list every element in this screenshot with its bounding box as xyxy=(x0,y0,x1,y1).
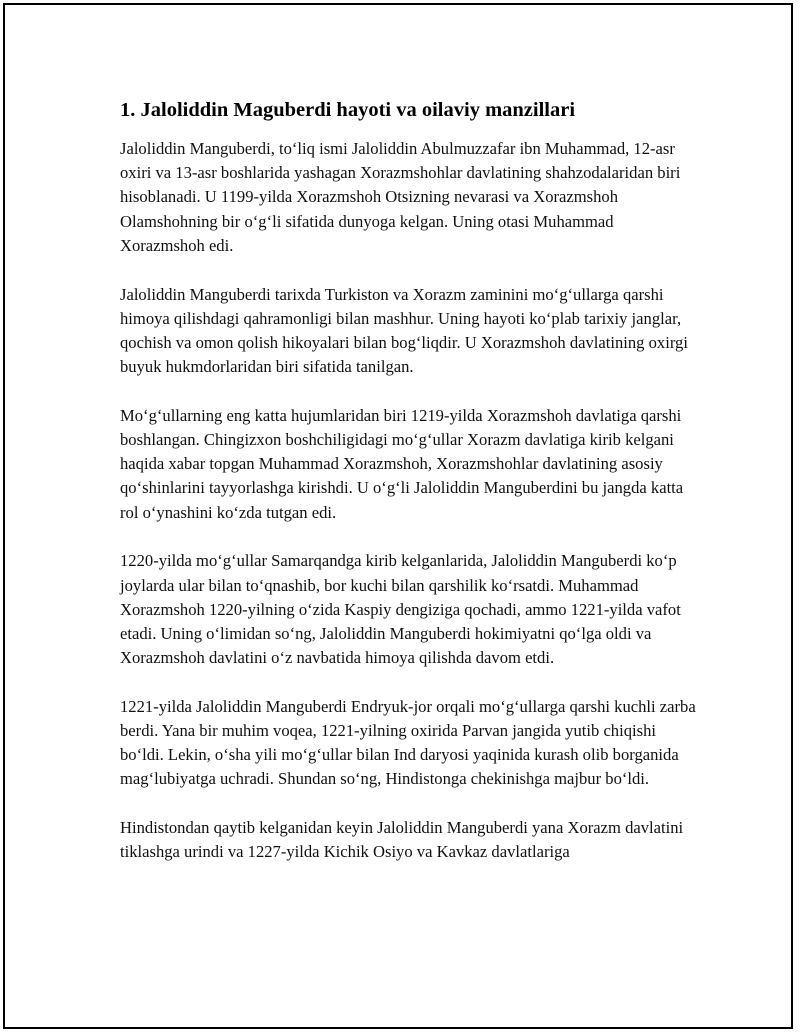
document-body xyxy=(120,97,700,889)
section-heading: 1. Jaloliddin Maguberdi hayoti va oilaviy manzillari xyxy=(120,99,576,121)
document-page xyxy=(3,3,793,1029)
paragraph-6: Hindistondan qaytib kelganidan keyin Jaloliddin Manguberdi yana Xorazm davlatini tiklashga urindi va 1227-yilda Kichik Osiyo va Kavkaz davlatlariga xyxy=(120,818,684,862)
paragraph-5: 1221-yilda Jaloliddin Manguberdi Endryuk-jor orqali mo‘g‘ullarga qarshi kuchli zarba berdi. Yana bir muhim voqea, 1221-yilning oxirida Parvan jangida yutib chiqishi bo‘ldi. Lekin, o‘sha yili mo‘g‘ullar bilan Ind daryosi yaqinida kurash olib borganida mag‘lubiyatga uchradi. Shundan so‘ng, Hindistonga chekinishga majbur bo‘ldi. xyxy=(120,696,696,789)
paragraph-3: Mo‘g‘ullarning eng katta hujumlaridan biri 1219-yilda Xorazmshoh davlatiga qarshi boshlangan. Chingizxon boshchiligidagi mo‘g‘ullar Xorazm davlatiga kirib kelgani haqida xabar topgan Muhammad Xorazmshoh, Xorazmshohlar davlatining asosiy qo‘shinlarini tayyorlashga kirishdi. U o‘g‘li Jaloliddin Manguberdini bu jangda katta rol o‘ynashini ko‘zda tutgan edi. xyxy=(120,405,684,522)
paragraph-2: Jaloliddin Manguberdi tarixda Turkiston va Xorazm zaminini mo‘g‘ullarga qarshi himoya qilishdagi qahramonligi bilan mashhur. Uning hayoti ko‘plab tarixiy janglar, qochish va omon qolish hikoyalari bilan bog‘liqdir. U Xorazmshoh davlatining oxirgi buyuk hukmdorlaridan biri sifatida tanilgan. xyxy=(120,284,688,377)
paragraph-1: Jaloliddin Manguberdi, to‘liq ismi Jaloliddin Abulmuzzafar ibn Muhammad, 12-asr oxiri va 13-asr boshlarida yashagan Xorazmshohlar davlatining shahzodalaridan biri hisoblanadi. U 1199-yilda Xorazmshoh Otsizning nevarasi va Xorazmshoh Olamshohning bir o‘g‘li sifatida dunyoga kelgan. Uning otasi Muhammad Xorazmshoh edi. xyxy=(120,139,681,255)
paragraph-4: 1220-yilda mo‘g‘ullar Samarqandga kirib kelganlarida, Jaloliddin Manguberdi ko‘p joylarda ular bilan to‘qnashib, bor kuchi bilan qarshilik ko‘rsatdi. Muhammad Xorazmshoh 1220-yilning o‘zida Kaspiy dengiziga qochadi, ammo 1221-yilda vafot etadi. Uning o‘limidan so‘ng, Jaloliddin Manguberdi hokimiyatni qo‘lga oldi va Xorazmshoh davlatini o‘z navbatida himoya qilishda davom etdi. xyxy=(120,551,681,668)
